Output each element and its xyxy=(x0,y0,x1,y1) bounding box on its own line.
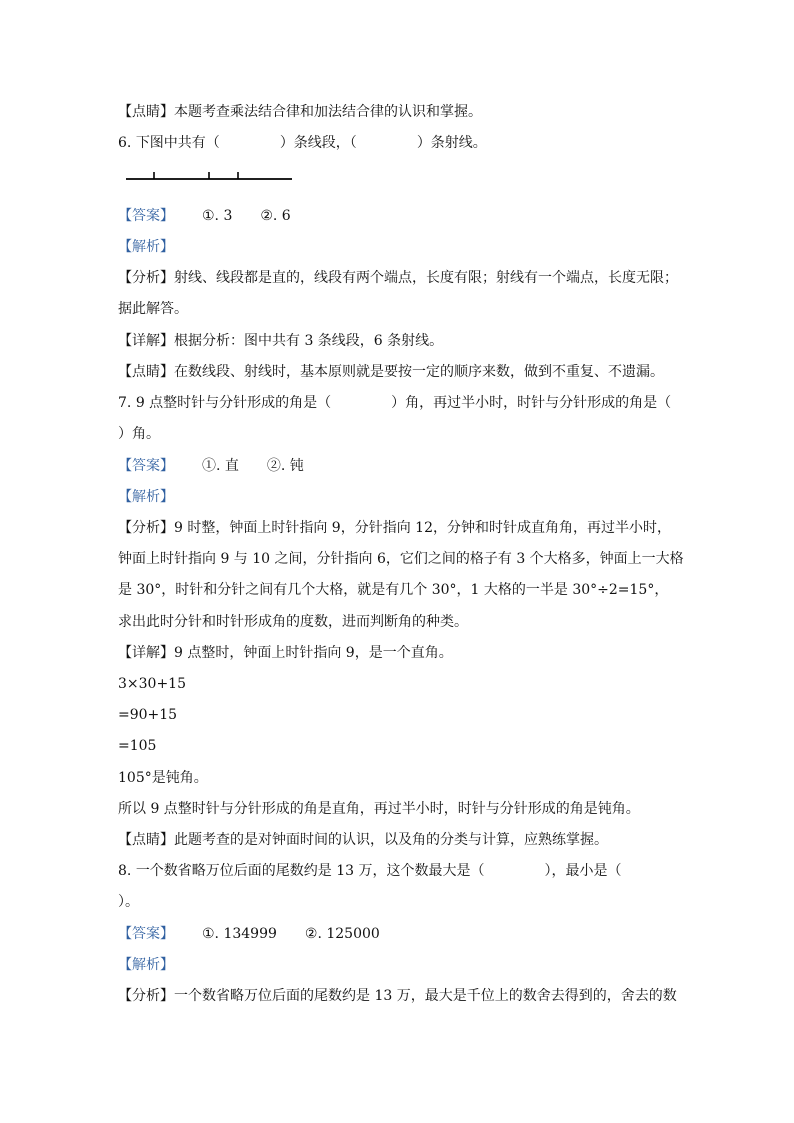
q7-fenxi-cont xyxy=(118,612,684,632)
question-7 xyxy=(118,393,684,413)
q7-jiexi xyxy=(118,487,684,507)
calc-line: =90+15 xyxy=(118,707,178,723)
q7-conclusion: 所以 9 点整时针与分针形成的角是直角，再过半小时，时针与分针形成的角是钝角。 xyxy=(118,801,640,817)
question-text-mid: ）条线段，（ xyxy=(279,135,357,151)
tag-dianjing: 【点睛】 xyxy=(118,832,174,848)
question-number: 7. xyxy=(118,395,132,411)
fenxi-text: 钟面上时针指向 9 与 10 之间，分针指向 6，它们之间的格子有 3 个大格多，钟面上一大格 xyxy=(118,551,684,567)
dianjing-text: 此题考查的是对钟面时间的认识，以及角的分类与计算，应熟练掌握。 xyxy=(174,832,608,848)
answer-2: ②. 6 xyxy=(260,208,291,224)
tag-answer: 【答案】 xyxy=(118,926,174,942)
q7-fenxi xyxy=(118,518,684,538)
q6-xiangjie xyxy=(118,331,684,351)
calc-line: 3×30+15 xyxy=(118,676,186,692)
xiangjie-text: 9 点整时，钟面上时针指向 9，是一个直角。 xyxy=(174,645,453,661)
tag-fenxi: 【分析】 xyxy=(118,520,174,536)
question-text-pre: 一个数省略万位后面的尾数约是 13 万，这个数最大是（ xyxy=(135,863,485,879)
question-number: 8. xyxy=(118,863,132,879)
q6-jiexi xyxy=(118,237,684,257)
question-text-pre: 9 点整时针与分针形成的角是（ xyxy=(135,395,332,411)
fenxi-text: 是 30°，时针和分针之间有几个大格，就是有几个 30°，1 大格的一半是 30°÷2=15°， xyxy=(118,582,669,598)
question-number: 6. xyxy=(118,135,132,151)
question-8-cont xyxy=(118,892,684,912)
question-6 xyxy=(118,133,684,153)
answer-1: ①. 134999 xyxy=(202,926,277,942)
tag-dianjing: 【点睛】 xyxy=(118,104,174,120)
tag-dianjing: 【点睛】 xyxy=(118,364,174,380)
tag-fenxi: 【分析】 xyxy=(118,270,174,286)
tag-jiexi: 【解析】 xyxy=(118,239,174,255)
xiangjie-text: 根据分析：图中共有 3 条线段，6 条射线。 xyxy=(174,333,444,349)
question-text-mid: ），最小是（ xyxy=(544,863,622,879)
fenxi-text: 一个数省略万位后面的尾数约是 13 万，最大是千位上的数舍去得到的，舍去的数 xyxy=(174,988,677,1004)
dianjing-text: 本题考查乘法结合律和加法结合律的认识和掌握。 xyxy=(174,104,482,120)
calc-line: 105°是钝角。 xyxy=(118,770,208,786)
q7-answer xyxy=(118,456,684,476)
q8-answer xyxy=(118,924,684,944)
tag-jiexi: 【解析】 xyxy=(118,957,174,973)
answer-2: ②. 125000 xyxy=(304,926,380,942)
tag-answer: 【答案】 xyxy=(118,208,174,224)
tag-xiangjie: 【详解】 xyxy=(118,645,174,661)
q6-fenxi-cont xyxy=(118,299,684,319)
tag-xiangjie: 【详解】 xyxy=(118,333,174,349)
calc-line: =105 xyxy=(118,738,157,754)
line-segment-diagram xyxy=(126,170,294,182)
q7-fenxi-cont xyxy=(118,580,684,600)
question-7-cont xyxy=(118,424,684,444)
dianjing-text: 在数线段、射线时，基本原则就是要按一定的顺序来数，做到不重复、不遗漏。 xyxy=(174,364,664,380)
q6-answer xyxy=(118,206,684,226)
fenxi-text: 射线、线段都是直的，线段有两个端点，长度有限；射线有一个端点，长度无限； xyxy=(174,270,678,286)
answer-2: ②. 钝 xyxy=(266,458,304,474)
answer-1: ①. 3 xyxy=(202,208,233,224)
line-dianjing-1 xyxy=(118,102,684,122)
tag-jiexi: 【解析】 xyxy=(118,489,174,505)
q6-fenxi xyxy=(118,268,684,288)
q7-xiangjie xyxy=(118,643,684,663)
fenxi-text: 据此解答。 xyxy=(118,301,188,317)
q6-dianjing xyxy=(118,362,684,382)
question-text-pre: 下图中共有（ xyxy=(135,135,220,151)
q8-jiexi xyxy=(118,955,684,975)
tag-fenxi: 【分析】 xyxy=(118,988,174,1004)
question-text-post: ）角。 xyxy=(118,426,160,442)
question-text-post: ）。 xyxy=(118,894,139,910)
tag-answer: 【答案】 xyxy=(118,458,174,474)
q7-dianjing xyxy=(118,830,684,850)
question-text-post: ）条射线。 xyxy=(416,135,487,151)
fenxi-text: 求出此时分针和时针形成角的度数，进而判断角的种类。 xyxy=(118,614,468,630)
question-8 xyxy=(118,861,684,881)
q8-fenxi xyxy=(118,986,684,1006)
answer-1: ①. 直 xyxy=(202,458,239,474)
q7-fenxi-cont xyxy=(118,549,684,569)
fenxi-text: 9 时整，钟面上时针指向 9，分针指向 12，分钟和时针成直角角，再过半小时， xyxy=(174,520,671,536)
question-text-mid: ）角，再过半小时，时针与分针形成的角是（ xyxy=(391,395,672,411)
